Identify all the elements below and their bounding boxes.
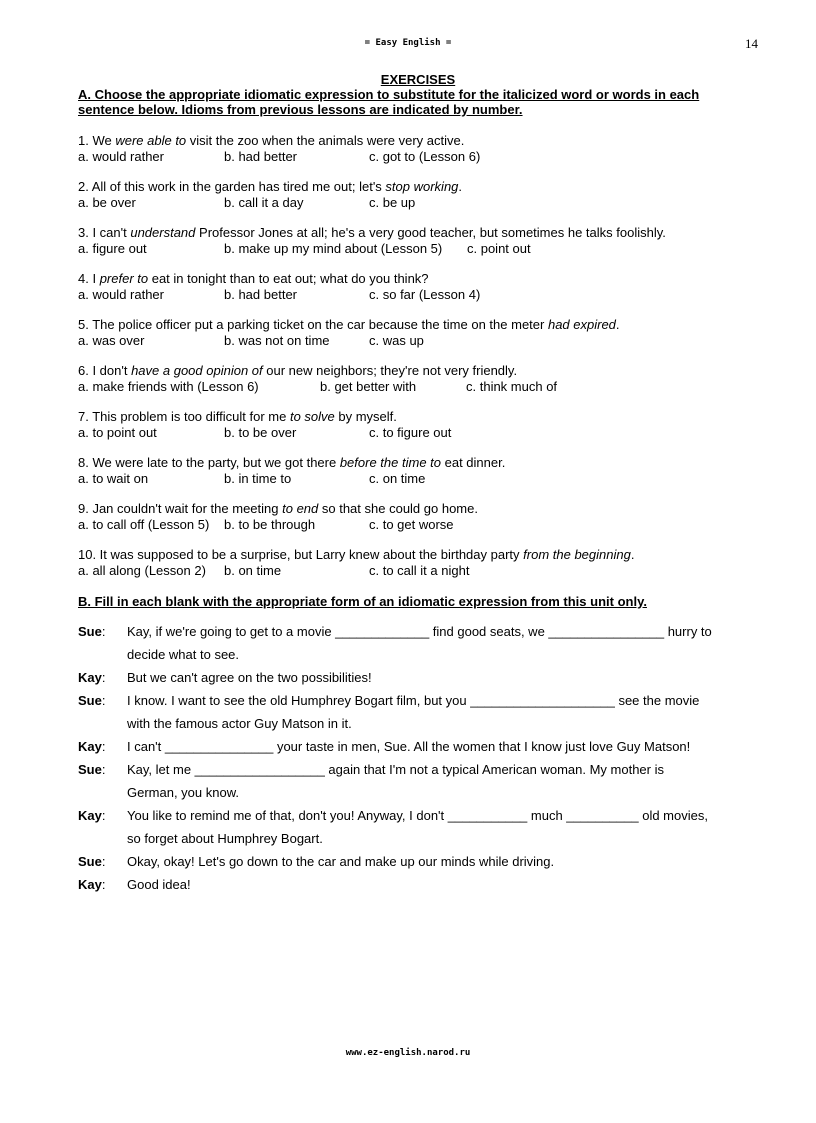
- answer-options: [78, 471, 768, 487]
- option-a: a. to call off (Lesson 5): [78, 517, 210, 532]
- answer-options: [78, 195, 768, 211]
- option-b: b. to be through: [224, 517, 316, 532]
- italic-phrase: to end: [282, 501, 319, 516]
- question: [78, 179, 768, 211]
- dialogue-text: Okay, okay! Let's go down to the car and make up our minds while driving.: [127, 854, 555, 869]
- option-b: b. get better with: [320, 379, 417, 394]
- italic-phrase: have a good opinion of: [131, 363, 263, 378]
- dialogue-text: Kay, let me __________________ again that I'm not a typical American woman. My mother is: [127, 762, 664, 777]
- question-sentence: 8. We were late to the party, but we got there before the time to eat dinner.: [78, 455, 506, 470]
- speaker-name: Sue:: [78, 762, 106, 777]
- page-number: 14: [745, 36, 758, 51]
- option-c: c. be up: [369, 195, 416, 210]
- question: [78, 317, 768, 349]
- option-c: c. think much of: [466, 379, 558, 394]
- italic-phrase: were able to: [115, 133, 187, 148]
- question-sentence: 5. The police officer put a parking ticket on the car because the time on the meter had expired.: [78, 317, 620, 332]
- dialogue-text: so forget about Humphrey Bogart.: [127, 831, 323, 846]
- question-sentence: 4. I prefer to eat in tonight than to eat out; what do you think?: [78, 271, 429, 286]
- dialogue-text: decide what to see.: [127, 647, 240, 662]
- question: [78, 271, 768, 303]
- option-a: a. all along (Lesson 2): [78, 563, 206, 578]
- question: [78, 501, 768, 533]
- speaker-name: Sue:: [78, 624, 106, 639]
- speaker-name: Kay:: [78, 739, 106, 754]
- option-b: b. had better: [224, 287, 297, 302]
- question: [78, 455, 768, 487]
- answer-options: [78, 425, 768, 441]
- option-a: a. would rather: [78, 149, 164, 164]
- option-c: c. was up: [369, 333, 424, 348]
- option-a: a. to point out: [78, 425, 157, 440]
- option-c: c. got to (Lesson 6): [369, 149, 481, 164]
- option-a: a. figure out: [78, 241, 147, 256]
- page-header: = Easy English =: [364, 38, 452, 48]
- question: [78, 225, 768, 257]
- speaker-name: Sue:: [78, 854, 106, 869]
- option-c: c. to get worse: [369, 517, 454, 532]
- answer-options: [78, 241, 768, 257]
- italic-phrase: to solve: [289, 409, 335, 424]
- option-b: b. call it a day: [224, 195, 304, 210]
- option-b: b. had better: [224, 149, 297, 164]
- question-sentence: 3. I can't understand Professor Jones at all; he's a very good teacher, but sometimes he talks foolishly.: [78, 225, 666, 240]
- question-sentence: 10. It was supposed to be a surprise, but Larry knew about the birthday party from the beginning.: [78, 547, 635, 562]
- speaker-name: Kay:: [78, 877, 106, 892]
- option-b: b. make up my mind about (Lesson 5): [224, 241, 443, 256]
- option-a: a. was over: [78, 333, 145, 348]
- question: [78, 547, 768, 579]
- dialogue-text: Good idea!: [127, 877, 191, 892]
- question: [78, 133, 768, 165]
- dialogue-text: I can't _______________ your taste in men, Sue. All the women that I know just love Guy Matson!: [127, 739, 691, 754]
- speaker-name: Sue:: [78, 693, 106, 708]
- question-sentence: 1. We were able to visit the zoo when the animals were very active.: [78, 133, 465, 148]
- dialogue-text: I know. I want to see the old Humphrey Bogart film, but you ____________________ see the movie: [127, 693, 700, 708]
- part-b-instructions: B. Fill in each blank with the appropriate form of an idiomatic expression from this unit only.: [78, 594, 647, 609]
- option-b: b. was not on time: [224, 333, 330, 348]
- question-sentence: 7. This problem is too difficult for me to solve by myself.: [78, 409, 397, 424]
- dialogue-text: German, you know.: [127, 785, 239, 800]
- question: [78, 409, 768, 441]
- option-c: c. on time: [369, 471, 426, 486]
- speaker-name: Kay:: [78, 808, 106, 823]
- answer-options: [78, 563, 768, 579]
- page-footer-url: www.ez-english.narod.ru: [345, 1048, 471, 1058]
- option-a: a. to wait on: [78, 471, 149, 486]
- dialogue-text: Kay, if we're going to get to a movie _____________ find good seats, we ________________ hurry to: [127, 624, 712, 639]
- option-a: a. make friends with (Lesson 6): [78, 379, 259, 394]
- answer-options: [78, 149, 768, 165]
- speaker-name: Kay:: [78, 670, 106, 685]
- answer-options: [78, 379, 768, 395]
- italic-phrase: had expired: [547, 317, 616, 332]
- dialogue-text: But we can't agree on the two possibilities!: [127, 670, 372, 685]
- italic-phrase: understand: [130, 225, 196, 240]
- option-b: b. on time: [224, 563, 282, 578]
- option-c: c. so far (Lesson 4): [369, 287, 481, 302]
- dialogue-text: with the famous actor Guy Matson in it.: [127, 716, 352, 731]
- exercises-title: EXERCISES: [380, 72, 456, 87]
- option-c: c. point out: [467, 241, 531, 256]
- question-sentence: 9. Jan couldn't wait for the meeting to end so that she could go home.: [78, 501, 478, 516]
- italic-phrase: stop working: [385, 179, 459, 194]
- italic-phrase: prefer to: [99, 271, 149, 286]
- question-sentence: 6. I don't have a good opinion of our new neighbors; they're not very friendly.: [78, 363, 518, 378]
- option-b: b. in time to: [224, 471, 292, 486]
- option-c: c. to call it a night: [369, 563, 470, 578]
- option-a: a. be over: [78, 195, 136, 210]
- answer-options: [78, 517, 768, 533]
- part-a-instructions: A. Choose the appropriate idiomatic expression to substitute for the italicized word or words in each sentence below. Idioms from previous lessons are indicated by number.: [78, 87, 700, 117]
- italic-phrase: before the time to: [339, 455, 441, 470]
- option-c: c. to figure out: [369, 425, 452, 440]
- italic-phrase: from the beginning: [523, 547, 631, 562]
- dialogue-text: You like to remind me of that, don't you! Anyway, I don't ___________ much __________ old movies,: [127, 808, 708, 823]
- question-sentence: 2. All of this work in the garden has tired me out; let's stop working.: [78, 179, 463, 194]
- answer-options: [78, 287, 768, 303]
- option-a: a. would rather: [78, 287, 164, 302]
- answer-options: [78, 333, 768, 349]
- option-b: b. to be over: [224, 425, 297, 440]
- question: [78, 363, 768, 395]
